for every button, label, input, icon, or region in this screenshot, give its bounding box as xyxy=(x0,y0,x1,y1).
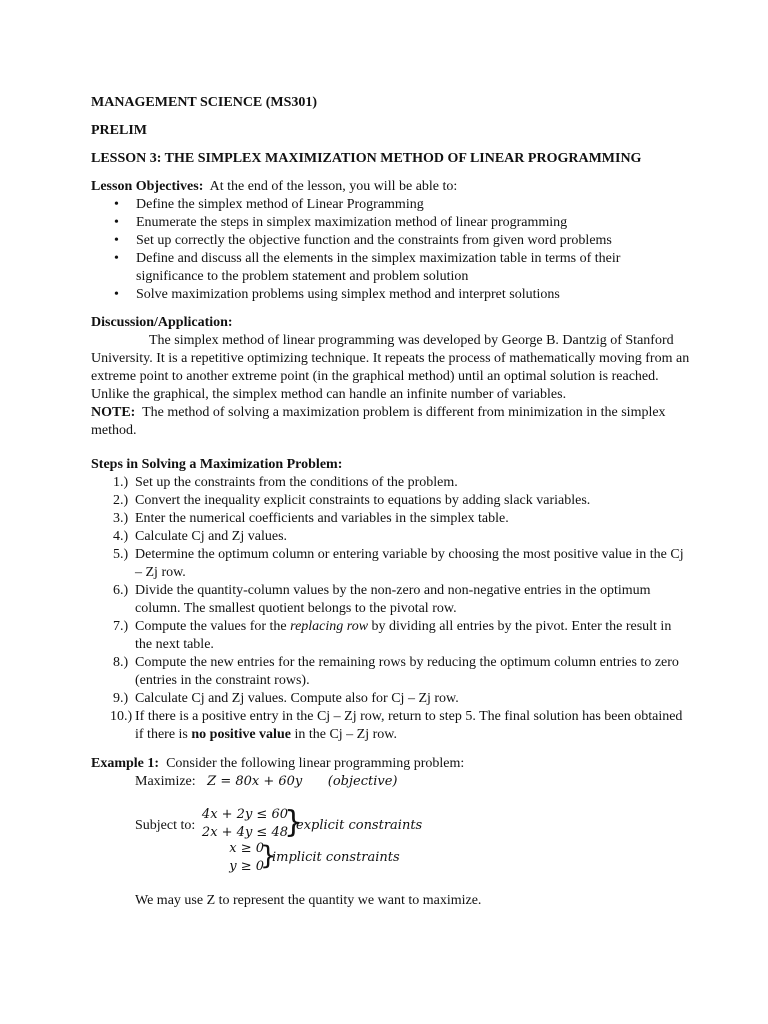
explicit-label: explicit constraints xyxy=(296,818,423,833)
step-text: Convert the inequality explicit constraints to equations by adding slack variables. xyxy=(135,493,591,508)
constraint-4: y ≥ 0 xyxy=(229,859,264,874)
subject-to-label: Subject to: xyxy=(135,818,196,833)
objectives-section xyxy=(91,178,691,304)
step-text-before: If there is a positive entry in the Cj – Zj row, return to step 5. The final solution has been obtained if there is xyxy=(135,709,683,742)
example-section xyxy=(91,755,691,791)
steps-list xyxy=(91,474,691,744)
constraint-2: 2x + 4y ≤ 48 xyxy=(201,825,288,840)
step-text-bold: no positive value xyxy=(191,727,291,742)
objectives-label: Lesson Objectives: xyxy=(91,179,204,194)
list-item: • Enumerate the steps in simplex maximization method of linear programming xyxy=(91,214,691,232)
objective-note: (objective) xyxy=(327,774,398,789)
step-number: 7.) xyxy=(113,619,129,634)
step-number: 2.) xyxy=(113,493,129,508)
step-text-after: in the Cj – Zj row. xyxy=(290,727,397,742)
objective-line xyxy=(91,773,691,791)
example-label: Example 1: xyxy=(91,756,160,771)
discussion-heading: Discussion/Application: xyxy=(91,315,233,330)
closing-text: We may use Z to represent the quantity we want to maximize. xyxy=(135,893,482,908)
list-item: • Set up correctly the objective function and the constraints from given word problems xyxy=(91,232,691,250)
objective-expression: Z = 80x + 60y xyxy=(207,774,303,789)
step-text: Enter the numerical coefficients and variables in the simplex table. xyxy=(135,511,509,526)
list-item xyxy=(91,708,691,744)
step-number: 8.) xyxy=(113,655,129,670)
explicit-constraints xyxy=(200,806,288,842)
steps-section xyxy=(91,456,691,744)
step-number: 5.) xyxy=(113,547,129,562)
discussion-text: The simplex method of linear programming was developed by George B. Dantzig of Stanford University. It is a repetitive optimizing technique. It repeats the process of mathematically moving from an extreme point to another extreme point (in the graphical method) until an optimal solution is reached. Unlike the graphical, the simplex method can handle an infinite number of variables. xyxy=(91,333,690,402)
step-text: Calculate Cj and Zj values. Compute also for Cj – Zj row. xyxy=(135,691,459,706)
step-text: Compute the new entries for the remaining rows by reducing the optimum column entries to zero (entries in the constraint rows). xyxy=(135,655,679,688)
constraint-3: x ≥ 0 xyxy=(229,841,264,856)
list-item: • Solve maximization problems using simplex method and interpret solutions xyxy=(91,286,691,304)
list-item xyxy=(91,546,691,582)
list-item xyxy=(91,528,691,546)
list-item: • Define the simplex method of Linear Programming xyxy=(91,196,691,214)
maximize-label: Maximize: xyxy=(135,774,196,789)
step-text-italic: replacing row xyxy=(290,619,369,634)
list-item xyxy=(91,474,691,492)
steps-heading: Steps in Solving a Maximization Problem: xyxy=(91,457,343,472)
brace-icon: } xyxy=(260,841,277,871)
step-number: 4.) xyxy=(113,529,129,544)
implicit-label: implicit constraints xyxy=(272,850,400,865)
lesson-title: LESSON 3: THE SIMPLEX MAXIMIZATION METHOD OF LINEAR PROGRAMMING xyxy=(91,151,642,166)
note-label: NOTE: xyxy=(91,405,136,420)
step-number: 3.) xyxy=(113,511,129,526)
course-title: MANAGEMENT SCIENCE (MS301) xyxy=(91,95,318,110)
list-item xyxy=(91,690,691,708)
list-item xyxy=(91,582,691,618)
example-intro: Consider the following linear programming problem: xyxy=(159,756,465,771)
step-number: 10.) xyxy=(110,709,133,724)
discussion-note xyxy=(91,404,691,440)
step-text-before: Compute the values for the xyxy=(135,619,291,634)
example-heading xyxy=(91,755,691,773)
step-text: Calculate Cj and Zj values. xyxy=(135,529,288,544)
objectives-intro: At the end of the lesson, you will be able to: xyxy=(203,179,458,194)
step-number: 6.) xyxy=(113,583,129,598)
constraint-1: 4x + 2y ≤ 60 xyxy=(201,807,288,822)
term-label: PRELIM xyxy=(91,123,147,138)
list-item xyxy=(91,510,691,528)
list-item: • Define and discuss all the elements in the simplex maximization table in terms of their significance to the problem statement and problem solution xyxy=(91,250,691,286)
step-number: 9.) xyxy=(113,691,129,706)
step-number: 1.) xyxy=(113,475,129,490)
list-item xyxy=(91,618,691,654)
list-item xyxy=(91,654,691,690)
brace-icon: } xyxy=(284,805,304,840)
objectives-list xyxy=(91,196,691,304)
step-text: Determine the optimum column or entering variable by choosing the most positive value in the Cj – Zj row. xyxy=(135,547,684,580)
note-text: The method of solving a maximization problem is different from minimization in the simplex method. xyxy=(91,405,670,438)
list-item xyxy=(91,492,691,510)
objectives-heading xyxy=(91,178,691,196)
discussion-section xyxy=(91,314,691,440)
implicit-constraints xyxy=(200,840,264,876)
step-text: Divide the quantity-column values by the non-zero and non-negative entries in the optimum column. The smallest quotient belongs to the pivotal row. xyxy=(135,583,651,616)
step-text-after: by dividing all entries by the pivot. Enter the result in the next table. xyxy=(135,619,672,652)
discussion-paragraph xyxy=(91,332,691,404)
step-text: Set up the constraints from the conditions of the problem. xyxy=(135,475,458,490)
